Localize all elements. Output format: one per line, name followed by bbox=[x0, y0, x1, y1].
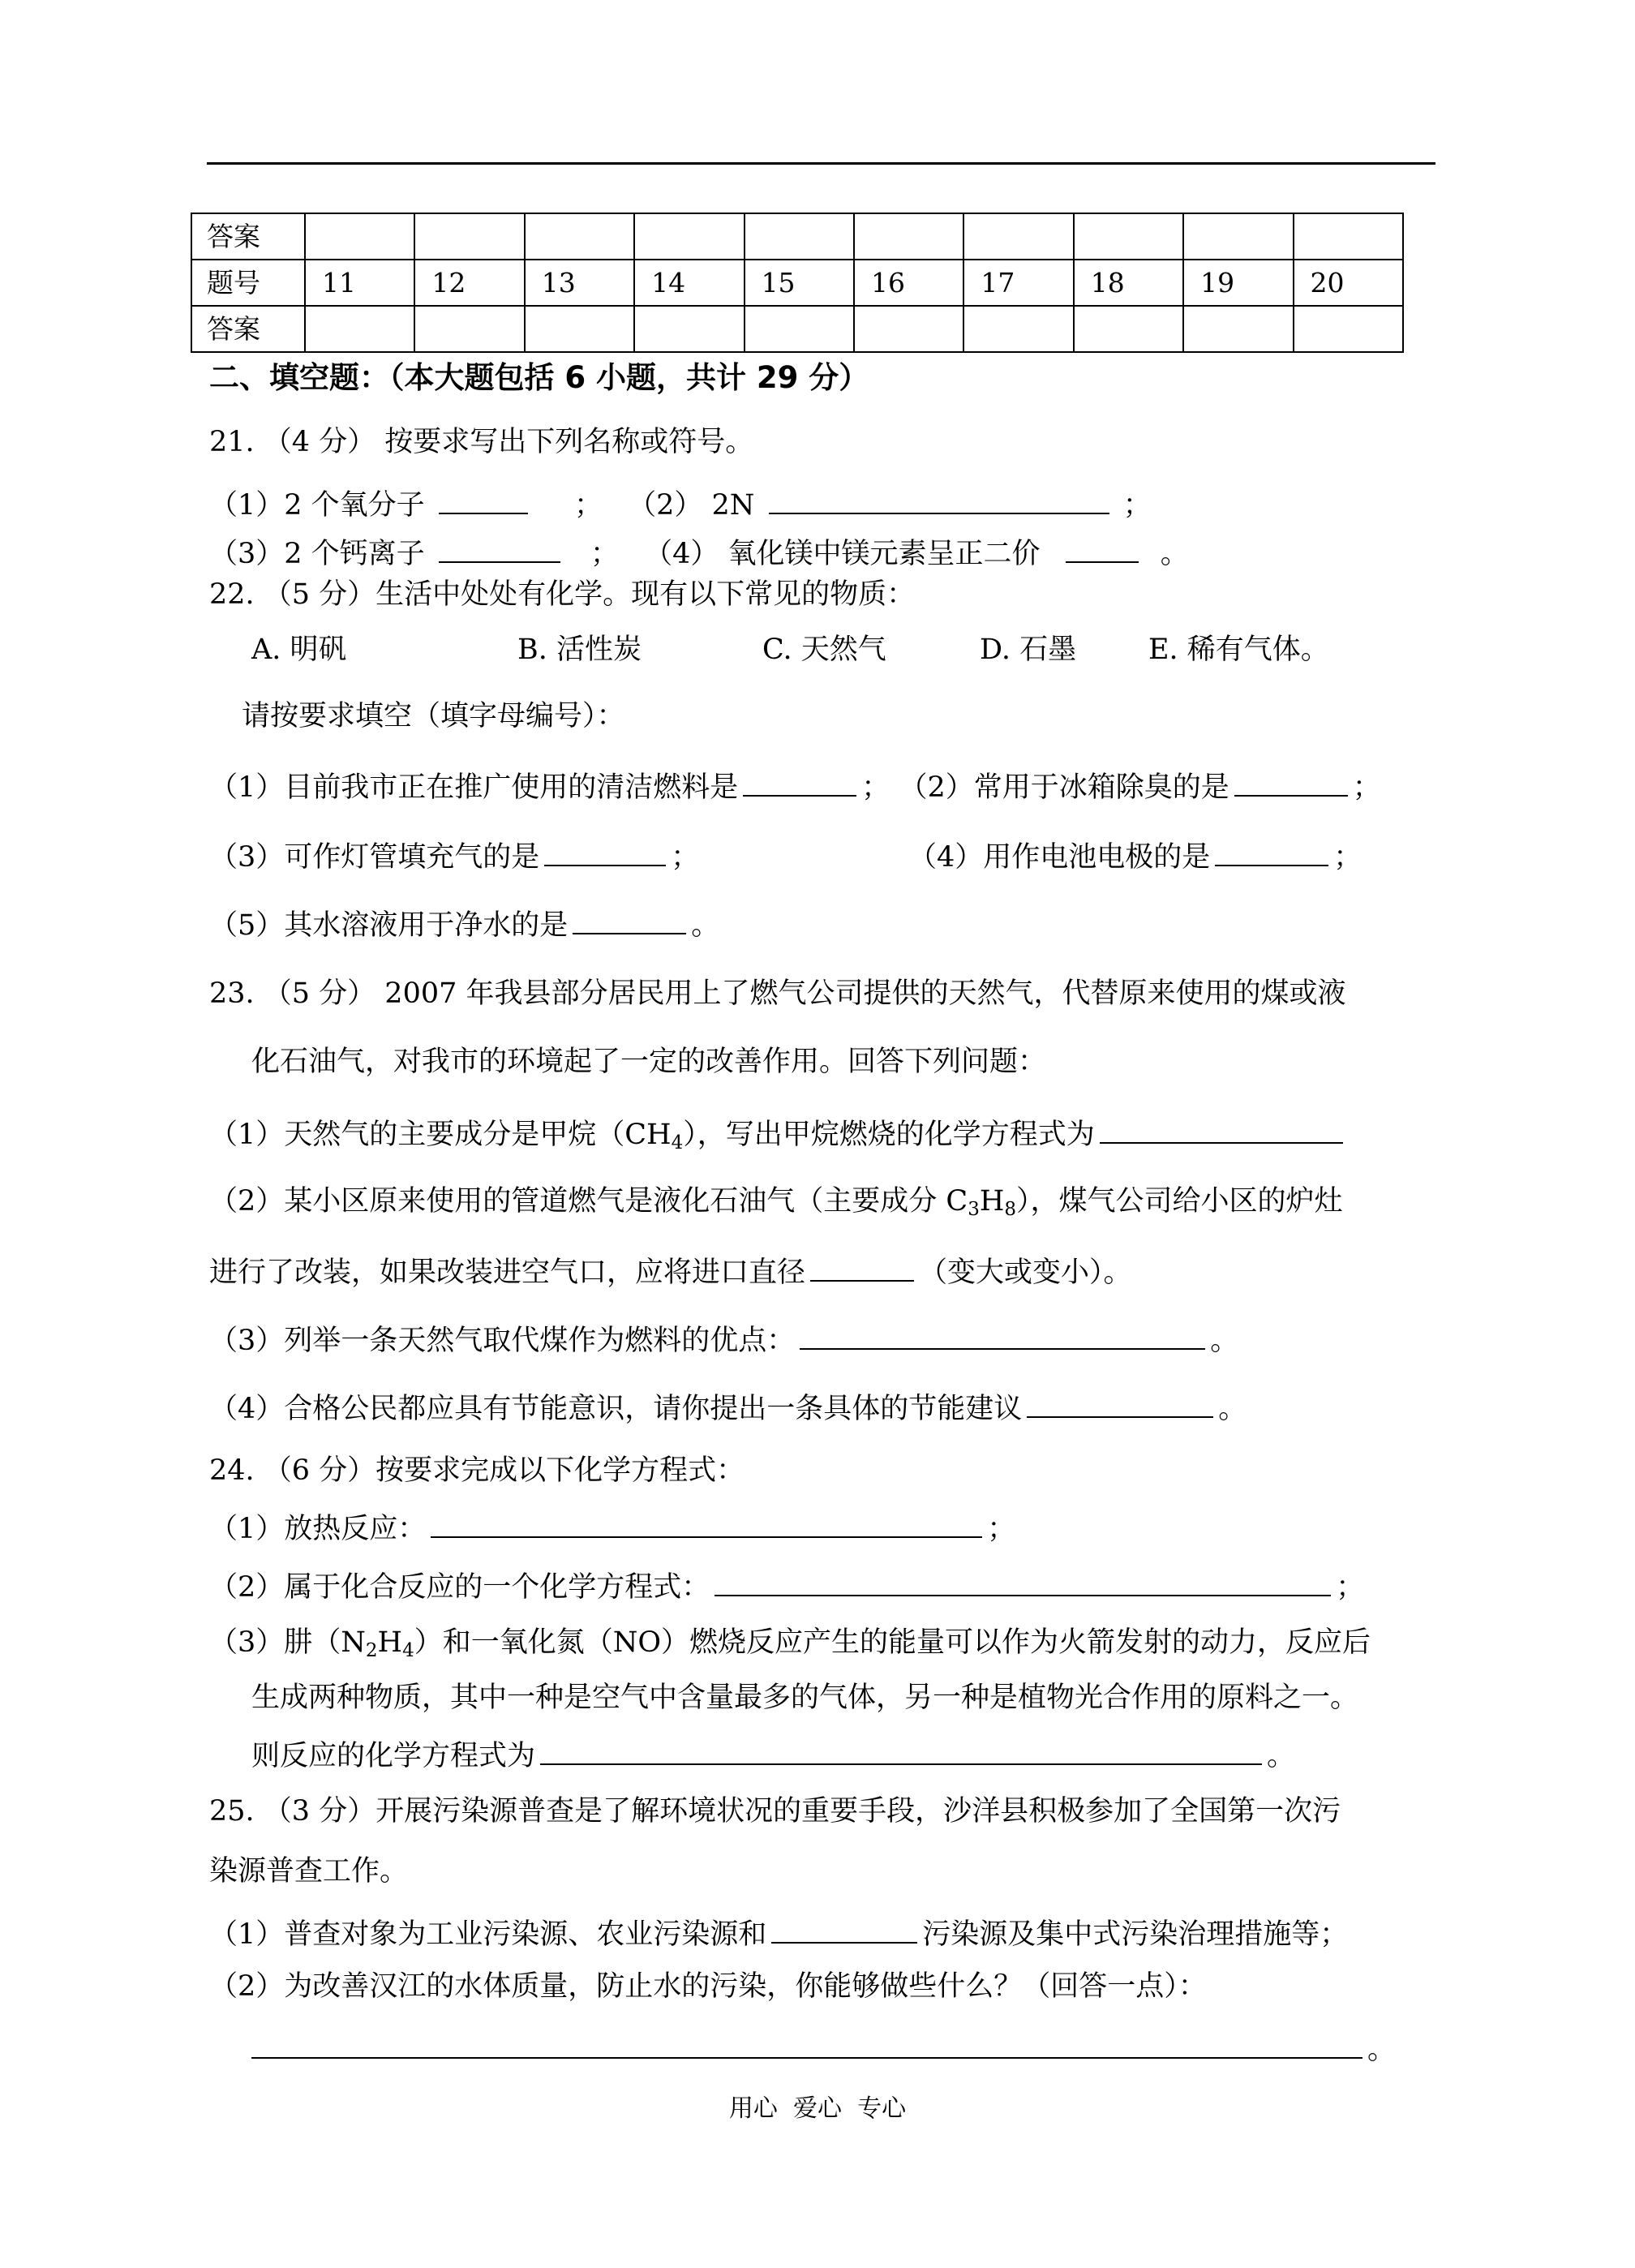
answer-cell[interactable] bbox=[634, 213, 744, 260]
question-number-cell: 18 bbox=[1074, 260, 1183, 306]
question-23-line-4 bbox=[209, 1319, 1238, 1361]
answer-blank[interactable] bbox=[1234, 766, 1348, 797]
question-24-line-2 bbox=[209, 1566, 1364, 1608]
answer-cell[interactable] bbox=[1183, 213, 1293, 260]
option-c: C. 天然气 bbox=[762, 634, 886, 666]
answer-blank[interactable] bbox=[573, 904, 686, 934]
question-23-line-3 bbox=[209, 1251, 1132, 1293]
answer-cell[interactable] bbox=[525, 306, 634, 352]
subscript: 2 bbox=[365, 1640, 378, 1661]
question-text: （3）肼（N bbox=[209, 1626, 366, 1659]
question-text: ）和一氧化氮（NO）燃烧反应产生的能量可以作为火箭发射的动力，反应后 bbox=[414, 1626, 1371, 1659]
answer-cell[interactable] bbox=[1294, 306, 1403, 352]
answer-cell[interactable] bbox=[305, 213, 414, 260]
punctuation: ； bbox=[861, 771, 890, 804]
punctuation: ； bbox=[573, 489, 603, 522]
question-text: （2） 2N bbox=[628, 489, 755, 522]
question-text: （1）2 个氧分子 bbox=[209, 489, 425, 522]
question-text: 污染源及集中式污染治理措施等； bbox=[922, 1918, 1349, 1951]
subscript: 4 bbox=[402, 1640, 414, 1661]
question-number-cell: 11 bbox=[305, 260, 414, 306]
question-text: （1）放热反应： bbox=[209, 1513, 427, 1545]
subscript: 4 bbox=[671, 1132, 684, 1153]
punctuation: 。 bbox=[1160, 538, 1189, 570]
answer-row-top bbox=[191, 213, 1403, 260]
punctuation: ； bbox=[1352, 771, 1381, 804]
question-text: ），煤气公司给小区的炉灶 bbox=[1016, 1185, 1343, 1218]
answer-blank[interactable] bbox=[769, 483, 1109, 514]
question-23-line-1 bbox=[209, 1113, 1348, 1163]
answer-cell[interactable] bbox=[525, 213, 634, 260]
answer-blank[interactable] bbox=[540, 1734, 1262, 1765]
question-text: （1）普查对象为工业污染源、农业污染源和 bbox=[209, 1918, 767, 1951]
question-number-cell: 17 bbox=[963, 260, 1073, 306]
question-21-line-1 bbox=[209, 483, 1152, 526]
punctuation: ； bbox=[987, 1513, 1016, 1545]
answer-cell[interactable] bbox=[414, 213, 524, 260]
subscript: 3 bbox=[968, 1199, 980, 1220]
punctuation: 。 bbox=[691, 909, 720, 942]
answer-cell[interactable] bbox=[1294, 213, 1403, 260]
question-number-cell: 13 bbox=[525, 260, 634, 306]
punctuation: 。 bbox=[1367, 2034, 1397, 2066]
answer-cell[interactable] bbox=[1183, 306, 1293, 352]
answer-cell[interactable] bbox=[963, 306, 1073, 352]
question-number-cell: 14 bbox=[634, 260, 744, 306]
punctuation: ； bbox=[1333, 841, 1362, 874]
option-d: D. 石墨 bbox=[980, 634, 1077, 666]
question-text: （3）2 个钙离子 bbox=[209, 538, 425, 570]
answer-blank[interactable] bbox=[715, 1566, 1331, 1596]
answer-cell[interactable] bbox=[414, 306, 524, 352]
option-e: E. 稀有气体。 bbox=[1148, 634, 1329, 666]
table-cell: 答案 bbox=[191, 213, 305, 260]
answer-cell[interactable] bbox=[305, 306, 414, 352]
question-23-line-5 bbox=[209, 1387, 1247, 1429]
question-text: ），写出甲烷燃烧的化学方程式为 bbox=[683, 1119, 1095, 1151]
answer-blank[interactable] bbox=[431, 1507, 982, 1538]
table-cell: 题号 bbox=[191, 260, 305, 306]
question-text: （5）其水溶液用于净水的是 bbox=[209, 909, 569, 942]
question-24-stem: 24. （6 分）按要求完成以下化学方程式： bbox=[209, 1454, 745, 1487]
question-22-line-2 bbox=[209, 835, 699, 878]
question-text: （4）合格公民都应具有节能意识，请你提出一条具体的节能建议 bbox=[209, 1393, 1023, 1425]
punctuation: ； bbox=[1336, 1571, 1365, 1604]
question-text: （1）天然气的主要成分是甲烷（CH bbox=[209, 1119, 672, 1151]
option-a: A. 明矾 bbox=[251, 634, 347, 666]
question-21-line-2 bbox=[209, 532, 1189, 574]
question-22-line-2b bbox=[908, 835, 1362, 878]
question-text: H bbox=[979, 1185, 1005, 1218]
question-22-stem: 22. （5 分）生活中处处有化学。现有以下常见的物质： bbox=[209, 578, 916, 611]
punctuation: ； bbox=[671, 841, 700, 874]
question-24-line-3 bbox=[209, 1622, 1371, 1671]
answer-blank[interactable] bbox=[800, 1319, 1205, 1350]
question-text: （4） 氧化镁中镁元素呈正二价 bbox=[644, 538, 1041, 570]
punctuation: 。 bbox=[1210, 1325, 1239, 1357]
question-22-line-1 bbox=[209, 766, 1381, 808]
question-number-cell: 16 bbox=[854, 260, 963, 306]
answer-cell[interactable] bbox=[854, 213, 963, 260]
question-text: （变大或变小）。 bbox=[919, 1256, 1132, 1289]
question-23-stem-cont: 化石油气，对我市的环境起了一定的改善作用。回答下列问题： bbox=[251, 1046, 1047, 1078]
question-25-stem: 25. （3 分）开展污染源普查是了解环境状况的重要手段，沙洋县积极参加了全国第一次污 bbox=[209, 1795, 1341, 1828]
answer-blank[interactable] bbox=[1066, 532, 1139, 563]
punctuation: 。 bbox=[1218, 1393, 1247, 1425]
question-number-row bbox=[191, 260, 1403, 306]
answer-cell[interactable] bbox=[745, 306, 854, 352]
answer-blank[interactable] bbox=[544, 835, 666, 866]
answer-cell[interactable] bbox=[634, 306, 744, 352]
answer-blank[interactable] bbox=[251, 2028, 1362, 2059]
answer-blank[interactable] bbox=[810, 1251, 914, 1282]
question-text: （2）某小区原来使用的管道燃气是液化石油气（主要成分 C bbox=[209, 1185, 968, 1218]
question-23-stem: 23. （5 分） 2007 年我县部分居民用上了燃气公司提供的天然气，代替原来使用的煤或液 bbox=[209, 977, 1346, 1010]
question-25-line-3 bbox=[251, 2028, 1396, 2070]
punctuation: 。 bbox=[1267, 1740, 1296, 1772]
answer-cell[interactable] bbox=[1074, 306, 1183, 352]
answer-blank[interactable] bbox=[743, 766, 856, 797]
question-23-line-2 bbox=[209, 1181, 1343, 1230]
question-number-cell: 15 bbox=[745, 260, 854, 306]
question-number-cell: 20 bbox=[1294, 260, 1403, 306]
question-text: （1）目前我市正在推广使用的清洁燃料是 bbox=[209, 771, 739, 804]
question-24-line-5 bbox=[251, 1734, 1295, 1776]
question-text: 进行了改装，如果改装进空气口，应将进口直径 bbox=[209, 1256, 806, 1289]
answer-cell[interactable] bbox=[963, 213, 1073, 260]
subscript: 8 bbox=[1004, 1199, 1016, 1220]
answer-cell[interactable] bbox=[854, 306, 963, 352]
answer-cell[interactable] bbox=[1074, 213, 1183, 260]
question-text: （2）常用于冰箱除臭的是 bbox=[899, 771, 1229, 804]
answer-blank[interactable] bbox=[1027, 1387, 1213, 1418]
punctuation: ； bbox=[1122, 489, 1152, 522]
question-text: 则反应的化学方程式为 bbox=[251, 1740, 536, 1772]
question-25-line-2: （2）为改善汉江的水体质量，防止水的污染，你能够做些什么？（回答一点）： bbox=[209, 1970, 1207, 2003]
punctuation: ； bbox=[590, 538, 619, 570]
question-text: （3）可作灯管填充气的是 bbox=[209, 841, 540, 874]
question-text: H bbox=[377, 1626, 403, 1659]
question-25-stem-cont: 染源普查工作。 bbox=[209, 1855, 409, 1888]
question-number-cell: 12 bbox=[414, 260, 524, 306]
question-22-instruction: 请按要求填空（填字母编号）： bbox=[242, 700, 625, 732]
question-number-cell: 19 bbox=[1183, 260, 1293, 306]
question-24-line-4: 生成两种物质，其中一种是空气中含量最多的气体，另一种是植物光合作用的原料之一。 bbox=[251, 1682, 1359, 1714]
question-text: （2）属于化合反应的一个化学方程式： bbox=[209, 1571, 710, 1604]
page-footer: 用心 爱心 专心 bbox=[728, 2094, 907, 2123]
question-25-line-1 bbox=[209, 1913, 1348, 1955]
answer-blank[interactable] bbox=[439, 483, 528, 514]
answer-blank[interactable] bbox=[771, 1913, 917, 1944]
question-22-line-3 bbox=[209, 904, 719, 946]
table-cell: 答案 bbox=[191, 306, 305, 352]
option-b: B. 活性炭 bbox=[517, 634, 642, 666]
answer-table bbox=[191, 213, 1404, 353]
answer-blank[interactable] bbox=[439, 532, 560, 563]
answer-row-bottom bbox=[191, 306, 1403, 352]
answer-blank[interactable] bbox=[1215, 835, 1328, 866]
answer-blank[interactable] bbox=[1100, 1113, 1343, 1144]
question-24-line-1 bbox=[209, 1507, 1015, 1549]
answer-cell[interactable] bbox=[745, 213, 854, 260]
question-text: （4）用作电池电极的是 bbox=[908, 841, 1211, 874]
section-title: 二、填空题：（本大题包括 6 小题，共计 29 分） bbox=[209, 360, 869, 395]
header-rule bbox=[207, 162, 1435, 165]
question-21-stem: 21. （4 分） 按要求写出下列名称或符号。 bbox=[209, 426, 754, 458]
question-text: （3）列举一条天然气取代煤作为燃料的优点： bbox=[209, 1325, 796, 1357]
